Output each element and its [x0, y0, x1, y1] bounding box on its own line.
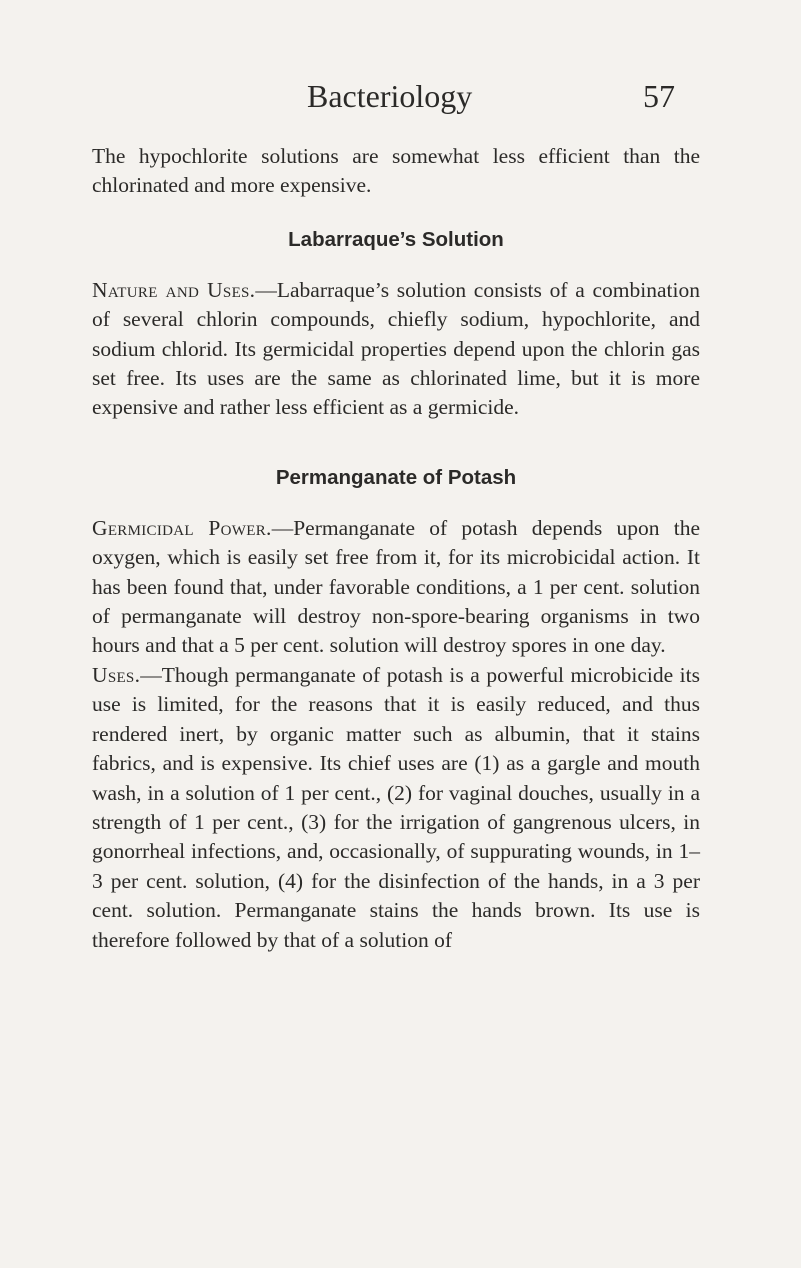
labarraque-text: —Labarraque’s solution consists of a combination of several chlorin compounds, chiefly sodium, hypochlorite, and sodium chlorid. Its germicidal properties depend upon the chlorin gas set free. Its uses are the same as chlorinated lime, but it is more expensive and rather less efficient as a germicide. — [92, 277, 700, 420]
intro-paragraph: The hypochlorite solutions are somewhat less efficient than the chlorinated and more expensive. — [92, 144, 700, 198]
section-heading-labarraque: Labarraque’s Solution — [288, 227, 504, 251]
germicidal-lead: Germicidal Power. — [92, 515, 272, 540]
page-header — [0, 76, 801, 116]
labarraque-paragraph — [92, 276, 700, 423]
labarraque-lead: Nature and Uses. — [92, 277, 256, 302]
running-head: Bacteriology — [307, 78, 473, 114]
uses-paragraph — [92, 661, 700, 955]
germicidal-paragraph — [92, 514, 700, 661]
uses-text: —Though permanganate of potash is a powerful microbicide its use is limited, for the reasons that it is easily reduced, and thus rendered inert, by organic matter such as albumin, that it stains fabrics, and is expensive. Its chief uses are (1) as a gargle and mouth wash, in a solution of 1 per cent., (2) for vaginal douches, usually in a strength of 1 per cent., (3) for the irrigation of gangrenous ulcers, in gonorrheal infections, and, occasionally, of suppurating wounds, in 1–3 per cent. solution, (4) for the disinfection of the hands, in a 3 per cent. solution. Permanganate stains the hands brown. Its use is therefore followed by that of a solution of — [92, 662, 700, 952]
page-body — [92, 142, 700, 955]
uses-lead: Uses. — [92, 662, 141, 687]
germicidal-text: —Permanganate of potash depends upon the oxygen, which is easily set free from it, for its microbicidal action. It has been found that, under favorable conditions, a 1 per cent. solution of permanganate will destroy non-spore-bearing organisms in two hours and that a 5 per cent. solution will destroy spores in one day. — [92, 515, 700, 658]
section-heading-permanganate: Permanganate of Potash — [275, 465, 517, 489]
page-number: 57 — [643, 78, 675, 114]
